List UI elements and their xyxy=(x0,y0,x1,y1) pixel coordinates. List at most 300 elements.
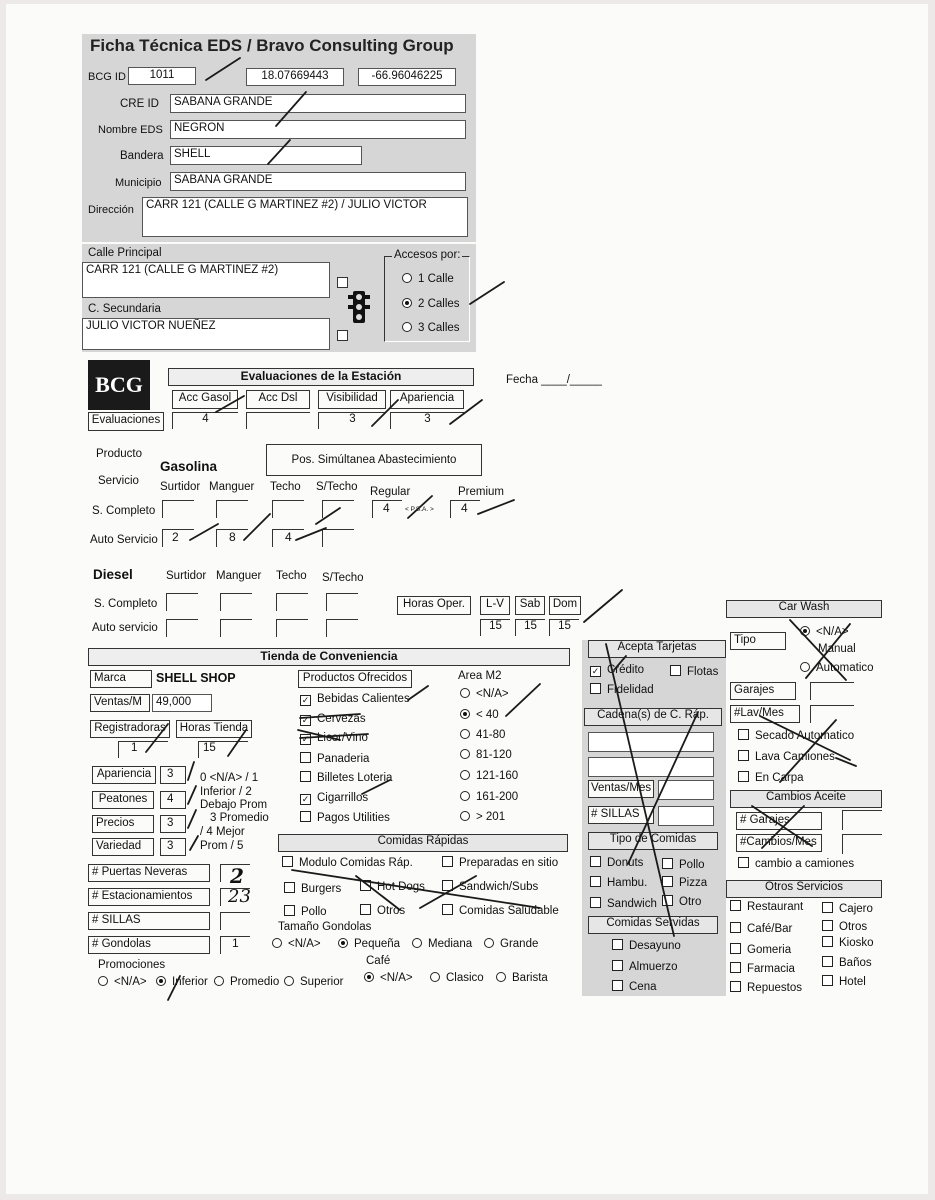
gas-row-completo: S. Completo xyxy=(92,505,156,517)
diesel-row-auto: Auto servicio xyxy=(92,622,158,634)
lav-mes-label: #Lav/Mes xyxy=(730,705,800,723)
gondola-na[interactable] xyxy=(272,938,321,950)
checkbox-icon xyxy=(590,856,601,867)
otro-label: Café/Bar xyxy=(747,923,793,935)
tipo-label: Otro xyxy=(679,896,702,908)
checkbox-icon xyxy=(738,857,749,868)
checkbox-icon xyxy=(442,856,453,867)
area-option-label: 41-80 xyxy=(476,729,506,741)
gas-completo-techo[interactable] xyxy=(272,500,304,518)
checkbox-icon xyxy=(612,939,623,950)
otro-label: Kiosko xyxy=(839,937,874,949)
ventas-label: Ventas/M xyxy=(90,694,150,712)
gondolas-label: # Gondolas xyxy=(88,936,210,954)
checkbox-icon xyxy=(822,956,833,967)
tienda-title: Tienda de Conveniencia xyxy=(88,648,570,666)
comida-pollo[interactable] xyxy=(284,905,327,918)
lava-camiones[interactable] xyxy=(738,750,835,763)
calle-principal-label: Calle Principal xyxy=(88,247,162,259)
variedad-value[interactable]: 3 xyxy=(160,838,186,856)
tarjeta-label: Fidelidad xyxy=(607,684,654,696)
checkbox-icon xyxy=(738,750,749,761)
car-wash-manual[interactable] xyxy=(818,643,856,655)
radio-icon xyxy=(800,662,810,672)
tipo-hambu[interactable] xyxy=(590,876,647,889)
gas-completo-s-techo[interactable] xyxy=(322,500,354,518)
radio-icon xyxy=(214,976,224,986)
fecha-label: Fecha ____/_____ xyxy=(506,374,602,386)
radio-icon xyxy=(430,972,440,982)
checkbox-icon xyxy=(822,920,833,931)
cambios-aceite-title: Cambios Aceite xyxy=(730,790,882,808)
scale-line-6: Prom / 5 xyxy=(200,840,244,852)
accesos-option-label: 3 Calles xyxy=(418,322,460,334)
accesos-option-label: 1 Calle xyxy=(418,273,454,285)
cadena-field-1[interactable] xyxy=(588,732,714,752)
area-title: Area M2 xyxy=(458,670,502,682)
apariencia-header: Apariencia xyxy=(390,390,464,409)
comida-label: Modulo Comidas Ráp. xyxy=(299,857,413,869)
gas-completo-manguer[interactable] xyxy=(216,500,248,518)
nombre-eds-label: Nombre EDS xyxy=(98,124,163,136)
gas-col-s-techo: S/Techo xyxy=(316,481,358,493)
diesel-auto-manguer[interactable] xyxy=(220,619,252,637)
car-wash-garajes-field[interactable] xyxy=(810,682,854,700)
checkbox-icon xyxy=(730,900,741,911)
checkbox-checked-icon: ✓ xyxy=(301,695,310,705)
comida-sandwich[interactable] xyxy=(442,880,538,893)
regular-label: Regular xyxy=(370,486,411,498)
regular-value[interactable]: 4 xyxy=(372,500,402,518)
checkbox-icon xyxy=(360,904,371,915)
peatones-value[interactable]: 4 xyxy=(160,791,186,809)
cadena-sillas-field[interactable] xyxy=(658,806,714,826)
radio-selected-icon xyxy=(800,626,810,636)
accesos-title: Accesos por: xyxy=(394,249,461,261)
acc-gasol-value[interactable]: 4 xyxy=(172,412,238,429)
tarjeta-label: Crédito xyxy=(607,664,645,676)
horas-dom-value[interactable]: 15 xyxy=(549,619,579,636)
cambio-camiones[interactable] xyxy=(738,857,854,870)
gas-auto-techo[interactable]: 4 xyxy=(272,529,304,547)
diesel-auto-s-techo[interactable] xyxy=(326,619,358,637)
gondola-pequena[interactable] xyxy=(338,938,400,950)
otro-repuestos[interactable] xyxy=(730,981,802,994)
tipo-comidas-title: Tipo de Comidas xyxy=(588,832,718,850)
tipo-label: Donuts xyxy=(607,857,644,869)
checkbox-checked-icon: ✓ xyxy=(301,734,310,744)
evaluaciones-title: Evaluaciones de la Estación xyxy=(168,368,474,386)
checkbox-icon xyxy=(730,943,741,954)
gas-auto-manguer[interactable]: 8 xyxy=(216,529,248,547)
calle-principal-field[interactable]: CARR 121 (CALLE G MARTINEZ #2) xyxy=(82,262,330,298)
checkbox-icon xyxy=(300,752,311,763)
checkbox-icon xyxy=(738,729,749,740)
checkbox-checked-icon: ✓ xyxy=(591,666,600,676)
area-81-120[interactable] xyxy=(460,749,512,761)
bcg-id-label: BCG ID xyxy=(88,71,126,83)
scale-line-2: Inferior / 2 xyxy=(200,786,252,798)
otro-restaurant[interactable] xyxy=(730,900,803,913)
promo-superior[interactable] xyxy=(284,976,343,988)
visibilidad-value[interactable]: 3 xyxy=(318,412,386,429)
checkbox-icon xyxy=(662,895,673,906)
otro-cajero[interactable] xyxy=(822,902,873,915)
longitude-field[interactable]: -66.96046225 xyxy=(358,68,456,86)
gondolas-handwritten: 1 xyxy=(232,936,239,950)
checkbox-icon xyxy=(590,897,601,908)
calle-secundaria-checkbox[interactable] xyxy=(337,330,348,341)
apariencia-value[interactable]: 3 xyxy=(390,412,464,429)
municipio-field[interactable]: SABANA GRANDE xyxy=(170,172,466,191)
area-option-label: > 201 xyxy=(476,811,506,823)
checkbox-icon xyxy=(670,665,681,676)
otro-label: Farmacia xyxy=(747,963,795,975)
otro-label: Restaurant xyxy=(747,901,804,913)
secado-automatico[interactable] xyxy=(738,729,854,742)
peatones-label: Peatones xyxy=(92,791,154,809)
cadena-sillas-label: # SILLAS xyxy=(588,806,654,824)
cafe-clasico[interactable] xyxy=(430,972,484,984)
scale-line-4: 3 Promedio xyxy=(210,812,269,824)
otro-hotel[interactable] xyxy=(822,975,866,988)
checkbox-icon xyxy=(284,905,295,916)
comida-modulo[interactable] xyxy=(282,856,413,869)
pos-simultanea-label: Pos. Simúltanea Abastecimiento xyxy=(266,444,482,476)
otro-otros[interactable] xyxy=(822,920,867,933)
puertas-neveras-label: # Puertas Neveras xyxy=(88,864,210,882)
servida-label: Desayuno xyxy=(629,940,681,952)
bandera-label: Bandera xyxy=(120,150,164,162)
diesel-col-surtidor: Surtidor xyxy=(166,570,207,582)
area-161-200[interactable] xyxy=(460,791,518,803)
sillas-label: # SILLAS xyxy=(88,912,210,930)
registradoras-label: Registradoras xyxy=(90,720,170,738)
marca-label: Marca xyxy=(90,670,152,688)
promo-na[interactable] xyxy=(98,976,147,988)
servida-label: Cena xyxy=(629,981,657,993)
checkbox-icon xyxy=(442,904,453,915)
en-carpa[interactable] xyxy=(738,771,804,784)
calle-principal-checkbox[interactable] xyxy=(337,277,348,288)
traffic-light-icon xyxy=(346,290,372,329)
otro-farmacia[interactable] xyxy=(730,962,795,975)
accesos-2-calles[interactable] xyxy=(402,298,460,310)
otro-label: Repuestos xyxy=(747,982,802,994)
marca-value[interactable]: SHELL SHOP xyxy=(156,671,236,685)
psa-label: < P.S.A. > xyxy=(405,506,434,513)
horas-tienda-value[interactable]: 15 xyxy=(198,741,248,758)
checkbox-icon xyxy=(612,960,623,971)
checkbox-icon xyxy=(590,876,601,887)
ventas-mes-label: Ventas/Mes xyxy=(588,780,654,798)
producto-pagos[interactable] xyxy=(300,811,390,824)
ventas-mes-field[interactable] xyxy=(658,780,714,800)
gas-col-manguer: Manguer xyxy=(209,481,255,493)
horas-sab-header: Sab xyxy=(515,596,545,615)
gas-auto-surtidor[interactable]: 2 xyxy=(162,529,194,547)
sillas-value[interactable] xyxy=(220,912,250,930)
calle-secundaria-field[interactable]: JULIO VICTOR NUEÑEZ xyxy=(82,318,330,350)
servida-label: Almuerzo xyxy=(629,961,678,973)
horas-lv-value[interactable]: 15 xyxy=(480,619,510,636)
diesel-completo-s-techo[interactable] xyxy=(326,593,358,611)
checkbox-icon xyxy=(282,856,293,867)
productos-title: Productos Ofrecidos xyxy=(298,670,412,688)
gasolina-title: Gasolina xyxy=(160,459,218,474)
tarjeta-flotas[interactable] xyxy=(670,665,718,678)
servida-desayuno[interactable] xyxy=(612,939,681,952)
checkbox-icon xyxy=(300,771,311,782)
cafe-label: Café xyxy=(366,955,391,967)
gas-row-auto: Auto Servicio xyxy=(90,534,158,546)
scale-line-5: / 4 Mejor xyxy=(200,826,245,838)
producto-cigarrillos[interactable] xyxy=(300,792,368,805)
servicio-label: Servicio xyxy=(98,475,139,487)
acc-gasol-header: Acc Gasol xyxy=(172,390,238,409)
promo-option-label: Promedio xyxy=(230,976,280,988)
accesos-1-calle[interactable] xyxy=(402,273,454,285)
cadena-field-2[interactable] xyxy=(588,757,714,777)
tipo-pizza[interactable] xyxy=(662,876,707,889)
car-wash-garajes-label: Garajes xyxy=(730,682,796,700)
otro-banos[interactable] xyxy=(822,956,872,969)
horas-dom-header: Dom xyxy=(549,596,581,615)
gas-col-techo: Techo xyxy=(270,481,301,493)
area-option-label: < 40 xyxy=(476,709,499,721)
producto-label: Bebidas Calientes xyxy=(317,693,410,705)
otros-servicios-title: Otros Servicios xyxy=(726,880,882,898)
radio-icon xyxy=(460,791,470,801)
car-wash-automatico[interactable] xyxy=(800,662,874,674)
radio-icon xyxy=(460,749,470,759)
area-option-label: 161-200 xyxy=(476,791,519,803)
promo-inferior[interactable] xyxy=(156,976,208,988)
calle-secundaria-label: C. Secundaria xyxy=(88,303,161,315)
form-title: Ficha Técnica EDS / Bravo Consulting Group xyxy=(90,36,454,55)
diesel-row-completo: S. Completo xyxy=(94,598,158,610)
horas-lv-header: L-V xyxy=(480,596,510,615)
gas-col-surtidor: Surtidor xyxy=(160,481,201,493)
producto-bebidas[interactable] xyxy=(300,693,410,706)
checkbox-icon xyxy=(822,936,833,947)
radio-icon xyxy=(272,938,282,948)
horas-sab-value[interactable]: 15 xyxy=(515,619,545,636)
nombre-eds-field[interactable]: NEGRON xyxy=(170,120,466,139)
gondola-mediana[interactable] xyxy=(412,938,472,950)
comida-hotdogs[interactable] xyxy=(360,880,425,893)
otro-label: Cajero xyxy=(839,903,873,915)
otro-gomeria[interactable] xyxy=(730,943,791,956)
precios-value[interactable]: 3 xyxy=(160,815,186,833)
radio-icon xyxy=(402,273,412,283)
checkbox-icon xyxy=(822,975,833,986)
area-lt-40[interactable] xyxy=(460,709,499,721)
gondolas-size-label: Tamaño Gondolas xyxy=(278,921,372,933)
diesel-col-s-techo: S/Techo xyxy=(322,572,364,584)
comida-label: Otros xyxy=(377,905,406,917)
promo-option-label: Superior xyxy=(300,976,344,988)
car-wash-option-label: Manual xyxy=(818,643,856,655)
producto-panaderia[interactable] xyxy=(300,752,369,765)
direccion-field[interactable]: CARR 121 (CALLE G MARTINEZ #2) / JULIO VICTOR xyxy=(142,197,468,237)
gas-completo-surtidor[interactable] xyxy=(162,500,194,518)
precios-label: Precios xyxy=(92,815,154,833)
checkbox-icon xyxy=(590,683,601,694)
acc-dsl-header: Acc Dsl xyxy=(246,390,310,409)
car-wash-tipo-label: Tipo xyxy=(730,632,786,650)
radio-selected-icon xyxy=(460,709,470,719)
comida-preparadas[interactable] xyxy=(442,856,558,869)
cambios-mes-label: #Cambios/Mes xyxy=(736,834,822,852)
producto-label: Cervezas xyxy=(317,713,366,725)
accesos-3-calles[interactable] xyxy=(402,322,460,334)
tipo-label: Pizza xyxy=(679,877,708,889)
producto-label: Pagos Utilities xyxy=(317,812,390,824)
car-wash-option-label: <N/A> xyxy=(816,626,849,638)
scale-line-3: Debajo Prom xyxy=(200,799,268,811)
checkbox-icon xyxy=(730,962,741,973)
horas-oper-label: Horas Oper. xyxy=(397,596,471,615)
car-wash-extra-label: Secado Automatico xyxy=(755,730,855,742)
gas-auto-s-techo[interactable] xyxy=(322,529,354,547)
comida-label: Comidas Saludable xyxy=(459,905,559,917)
otro-cafe-bar[interactable] xyxy=(730,922,792,935)
ventas-value[interactable]: 49,000 xyxy=(152,694,212,712)
tarjeta-credito[interactable] xyxy=(590,664,644,677)
comidas-rapidas-title: Comidas Rápidas xyxy=(278,834,568,852)
diesel-auto-techo[interactable] xyxy=(276,619,308,637)
comida-otros[interactable] xyxy=(360,904,405,917)
checkbox-icon xyxy=(442,880,453,891)
checkbox-checked-icon: ✓ xyxy=(301,715,310,725)
cre-id-label: CRE ID xyxy=(120,98,159,110)
diesel-title: Diesel xyxy=(93,567,133,582)
area-na[interactable] xyxy=(460,688,509,700)
cambios-mes-field[interactable] xyxy=(842,834,882,854)
producto-label: Panaderia xyxy=(317,753,370,765)
tipo-label: Sandwich xyxy=(607,898,657,910)
diesel-auto-surtidor[interactable] xyxy=(166,619,198,637)
checkbox-icon xyxy=(738,771,749,782)
tipo-donuts[interactable] xyxy=(590,856,643,869)
bcg-id-field[interactable]: 1011 xyxy=(128,67,196,85)
radio-icon xyxy=(284,976,294,986)
diesel-completo-techo[interactable] xyxy=(276,593,308,611)
lav-mes-field[interactable] xyxy=(810,705,854,723)
diesel-completo-manguer[interactable] xyxy=(220,593,252,611)
promo-promedio[interactable] xyxy=(214,976,279,988)
car-wash-option-label: Automatico xyxy=(816,662,874,674)
municipio-label: Municipio xyxy=(115,177,162,189)
radio-selected-icon xyxy=(364,972,374,982)
car-wash-na[interactable] xyxy=(800,626,849,638)
cafe-option-label: <N/A> xyxy=(380,972,413,984)
checkbox-icon xyxy=(284,882,295,893)
promociones-label: Promociones xyxy=(98,959,166,971)
producto-label: Licor/Vino xyxy=(317,732,368,744)
acc-dsl-value[interactable] xyxy=(246,412,310,429)
diesel-col-manguer: Manguer xyxy=(216,570,262,582)
gondola-option-label: Grande xyxy=(500,938,539,950)
radio-selected-icon xyxy=(402,298,412,308)
apariencia-tienda-value[interactable]: 3 xyxy=(160,766,186,784)
area-41-80[interactable] xyxy=(460,729,505,741)
otro-label: Hotel xyxy=(839,976,866,988)
producto-cervezas[interactable] xyxy=(300,713,366,726)
cafe-na[interactable] xyxy=(364,972,413,984)
scale-line-1: 0 <N/A> / 1 xyxy=(200,772,259,784)
area-option-label: <N/A> xyxy=(476,688,509,700)
tipo-pollo[interactable] xyxy=(662,858,705,871)
radio-icon xyxy=(98,976,108,986)
estacionamientos-handwritten: 23 xyxy=(228,886,251,907)
producto-loteria[interactable] xyxy=(300,771,392,784)
tipo-label: Pollo xyxy=(679,859,705,871)
radio-icon xyxy=(484,938,494,948)
area-121-160[interactable] xyxy=(460,770,518,782)
latitude-field[interactable]: 18.07669443 xyxy=(246,68,344,86)
aceite-garajes-label: # Garajes xyxy=(736,812,822,830)
comida-burgers[interactable] xyxy=(284,882,341,895)
radio-icon xyxy=(460,729,470,739)
comida-label: Sandwich/Subs xyxy=(459,881,539,893)
cafe-option-label: Clasico xyxy=(446,972,484,984)
checkbox-checked-icon: ✓ xyxy=(301,794,310,804)
diesel-completo-surtidor[interactable] xyxy=(166,593,198,611)
evaluaciones-button[interactable]: Evaluaciones xyxy=(88,412,164,431)
tarjeta-fidelidad[interactable] xyxy=(590,683,654,696)
bandera-field[interactable]: SHELL xyxy=(170,146,362,165)
registradoras-value[interactable]: 1 xyxy=(118,741,168,758)
servida-cena[interactable] xyxy=(612,980,657,993)
radio-icon xyxy=(402,322,412,332)
horas-tienda-label: Horas Tienda xyxy=(176,720,252,738)
gondola-option-label: Mediana xyxy=(428,938,473,950)
camiones-label: cambio a camiones xyxy=(755,858,855,870)
comida-label: Preparadas en sitio xyxy=(459,857,559,869)
area-gt-201[interactable] xyxy=(460,811,505,823)
otro-label: Baños xyxy=(839,957,872,969)
checkbox-icon xyxy=(300,811,311,822)
cre-id-field[interactable]: SABANA GRANDE xyxy=(170,94,466,113)
estacionamientos-label: # Estacionamientos xyxy=(88,888,210,906)
checkbox-icon xyxy=(662,858,673,869)
car-wash-extra-label: Lava Camiones xyxy=(755,751,835,763)
area-option-label: 81-120 xyxy=(476,749,512,761)
tipo-sandwich[interactable] xyxy=(590,897,657,910)
comida-saludable[interactable] xyxy=(442,904,559,917)
premium-value[interactable]: 4 xyxy=(450,500,480,518)
tipo-otro[interactable] xyxy=(662,895,701,908)
checkbox-icon xyxy=(730,922,741,933)
visibilidad-header: Visibilidad xyxy=(318,390,386,409)
producto-licor[interactable] xyxy=(300,732,368,745)
gondola-grande[interactable] xyxy=(484,938,538,950)
cafe-barista[interactable] xyxy=(496,972,548,984)
tarjetas-title: Acepta Tarjetas xyxy=(588,640,726,658)
tipo-label: Hambu. xyxy=(607,877,648,889)
servida-almuerzo[interactable] xyxy=(612,960,678,973)
direccion-label: Dirección xyxy=(88,204,134,216)
aceite-garajes-field[interactable] xyxy=(842,810,882,830)
otro-kiosko[interactable] xyxy=(822,936,874,949)
comida-label: Hot Dogs xyxy=(377,881,425,893)
radio-icon xyxy=(496,972,506,982)
promo-option-label: Inferior xyxy=(172,976,208,988)
checkbox-icon xyxy=(662,876,673,887)
apariencia-tienda-label: Apariencia xyxy=(92,766,156,784)
